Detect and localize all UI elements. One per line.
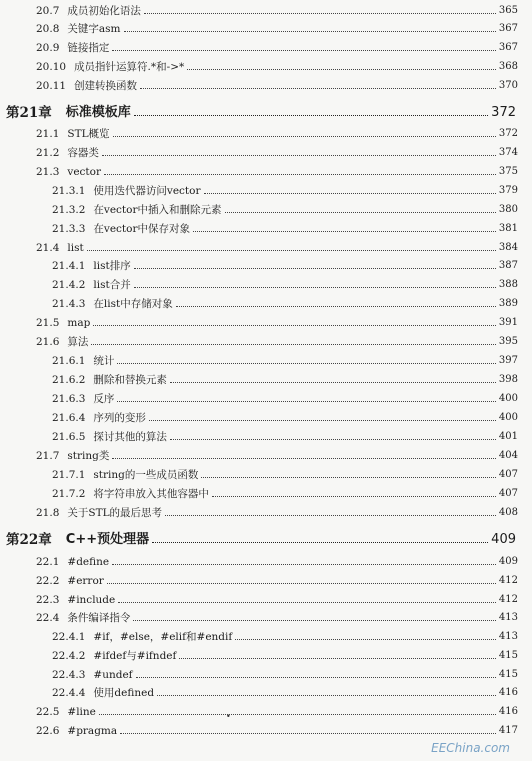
toc-entry-title: C++预处理器 [65,532,150,547]
toc-entry-title: 探讨其他的算法 [93,431,167,443]
toc-entry-number: 21.4.2 [52,279,86,291]
toc-entry [0,124,518,140]
toc-entry-page: 409 [498,556,518,567]
toc-entry-page: 397 [498,355,518,366]
toc-entry [0,1,518,17]
toc-entry-number: 22.2 [36,575,60,587]
toc-entry [0,427,518,443]
toc-entry-number: 22.4.2 [52,650,86,662]
toc-entry-title: 在vector中插入和删除元素 [93,204,222,216]
dot-leader [144,12,496,14]
toc-entry-page: 416 [498,706,518,717]
toc-entry [0,181,518,197]
toc-entry-title: string类 [67,450,110,462]
toc-entry-number: 21.6.2 [52,374,86,386]
toc-entry-page: 416 [498,687,518,698]
toc-entry-title: #pragma [67,725,118,737]
toc-entry-number: 22.5 [36,706,60,718]
toc-entry-title: map [67,317,91,329]
dot-leader [112,49,496,51]
toc-entry-number: 21.6.1 [52,355,86,367]
toc-entry-number: 21.6 [36,336,60,348]
toc-entry [0,200,518,216]
toc-entry-page: 413 [498,631,518,642]
toc-entry-page: 415 [498,650,518,661]
toc-entry-number: 20.7 [36,5,60,17]
dot-leader [87,249,496,251]
dot-leader [133,619,496,621]
toc-entry-number: 22.6 [36,725,60,737]
toc-entry-title: 反序 [93,393,115,405]
dot-leader [113,135,496,137]
toc-entry-page: 387 [498,260,518,271]
dot-leader [134,267,496,269]
toc-entry-number: 20.11 [36,80,67,92]
dot-leader [176,305,496,307]
dot-leader [134,286,496,288]
toc-entry-number: 21.3 [36,166,60,178]
toc-entry-number: 20.8 [36,23,60,35]
toc-entry-title: #ifdef与#ifndef [93,650,177,662]
toc-entry-title: 算法 [67,336,89,348]
toc-entry-title: #if，#else，#elif和#endif [93,631,233,643]
toc-entry-number: 21.7.1 [52,469,86,481]
toc-entry [0,219,518,235]
toc-entry [0,76,518,92]
dot-leader [104,173,496,175]
toc-entry-title: 统计 [93,355,115,367]
toc-entry-page: 398 [498,374,518,385]
toc-entry-title: 将字符串放入其他容器中 [93,488,209,500]
toc-entry-number: 21.8 [36,507,60,519]
toc-entry-number: 21.7.2 [52,488,86,500]
toc-entry-title: 成员指针运算符.*和->* [74,61,185,73]
toc-entry-page: 391 [498,317,518,328]
toc-entry-title: 序列的变形 [93,412,146,424]
toc-entry [0,484,518,500]
dot-leader [193,230,496,232]
toc-entry [0,313,518,329]
dot-leader [112,563,496,565]
dot-leader [152,541,488,543]
toc-entry [0,646,518,662]
toc-entry-title: vector [67,166,101,178]
dot-leader [170,381,496,383]
dot-leader [107,582,496,584]
toc-entry-page: 395 [498,336,518,347]
toc-entry-page: 388 [498,279,518,290]
toc-entry-page: 372 [498,128,518,139]
dot-leader [170,438,496,440]
toc-entry [0,608,518,624]
dot-leader [117,362,496,364]
toc-entry [0,332,518,348]
toc-entry-page: 417 [498,725,518,736]
toc-entry-number: 21.3.3 [52,223,86,235]
dot-leader [93,324,496,326]
toc-entry [0,19,518,35]
toc-entry-title: list [67,242,84,254]
toc-entry-page: 407 [498,488,518,499]
toc-entry-page: 375 [498,166,518,177]
toc-entry-title: 链接指定 [67,42,110,54]
toc-entry [0,627,518,643]
toc-entry-title: #undef [93,669,133,681]
toc-entry-title: #error [67,575,104,587]
toc-entry-number: 21.6.5 [52,431,86,443]
toc-entry-number: 21.1 [36,128,60,140]
toc-entry-page: 400 [498,393,518,404]
watermark: EEChina.com [431,741,510,755]
toc-entry-title: #include [67,594,116,606]
dot-leader [134,114,488,116]
toc-entry-number: 21.3.2 [52,204,86,216]
toc-entry-page: 389 [498,298,518,309]
toc-entry [0,552,518,568]
toc-entry-title: string的一些成员函数 [93,469,199,481]
toc-entry-title: 标准模板库 [65,105,131,120]
toc-entry-title: list排序 [93,260,131,272]
toc-entry-number: 21.2 [36,147,60,159]
toc-chapter-entry [0,99,516,119]
toc-entry [0,702,518,718]
toc-entry-page: 409 [491,532,516,547]
toc-entry-page: 407 [498,469,518,480]
toc-entry-page: 408 [498,507,518,518]
toc-entry-title: 容器类 [67,147,99,159]
toc-entry-title: 关于STL的最后思考 [67,507,163,519]
toc-entry-number: 22.3 [36,594,60,606]
dot-leader [165,514,496,516]
toc-entry-title: STL概览 [67,128,110,140]
toc-entry [0,665,518,681]
dot-leader [201,476,496,478]
toc-entry-title: 在list中存储对象 [93,298,173,310]
toc-entry-page: 413 [498,612,518,623]
toc-entry-number: 21.6.3 [52,393,86,405]
toc-entry [0,370,518,386]
dot-leader [118,601,496,603]
toc-entry-title: #define [67,556,110,568]
toc-entry [0,351,518,367]
toc-entry [0,57,518,73]
toc-entry-page: 380 [498,204,518,215]
toc-entry [0,143,518,159]
toc-entry [0,446,518,462]
toc-chapter-entry [0,526,516,546]
toc-entry-number: 21.6.4 [52,412,86,424]
toc-entry-number: 21.3.1 [52,185,86,197]
toc-entry [0,389,518,405]
toc-entry-title: 创建转换函数 [74,80,138,92]
dot-leader [204,192,496,194]
toc-entry-number: 22.4.1 [52,631,86,643]
dot-leader [124,30,496,32]
toc-entry-title: 使用迭代器访问vector [93,185,201,197]
toc-entry-page: 368 [498,61,518,72]
toc-entry [0,38,518,54]
toc-entry-number: 21.4 [36,242,60,254]
dot-leader [136,676,496,678]
toc-entry-number: 21.4.1 [52,260,86,272]
toc-entry-number: 第22章 [6,532,52,548]
toc-entry-page: 404 [498,450,518,461]
toc-entry-title: 删除和替换元素 [93,374,167,386]
toc-entry [0,275,518,291]
stray-mark: • [226,712,231,721]
toc-entry-page: 379 [498,185,518,196]
dot-leader [212,495,496,497]
toc-entry-number: 22.1 [36,556,60,568]
toc-entry-title: #line [67,706,96,718]
toc-entry-title: 关键字asm [67,23,121,35]
dot-leader [235,638,496,640]
toc-entry-page: 412 [498,594,518,605]
toc-entry-number: 第21章 [6,105,52,121]
dot-leader [179,657,496,659]
toc-entry [0,465,518,481]
toc-entry-page: 367 [498,23,518,34]
toc-entry [0,590,518,606]
toc-entry-page: 415 [498,669,518,680]
toc-entry-page: 372 [491,105,516,120]
dot-leader [225,211,496,213]
toc-entry-page: 381 [498,223,518,234]
dot-leader [120,732,496,734]
dot-leader [117,400,496,402]
toc-entry-page: 412 [498,575,518,586]
toc-entry-number: 21.4.3 [52,298,86,310]
dot-leader [149,419,496,421]
toc-entry-page: 365 [498,5,518,16]
toc-entry-title: 在vector中保存对象 [93,223,190,235]
toc-entry [0,683,518,699]
toc-entry-number: 21.5 [36,317,60,329]
toc-entry-number: 21.7 [36,450,60,462]
toc-entry-number: 22.4 [36,612,60,624]
toc-entry-title: 成员初始化语法 [67,5,141,17]
toc-entry [0,503,518,519]
toc-entry-number: 22.4.3 [52,669,86,681]
dot-leader [112,457,496,459]
toc-entry [0,294,518,310]
toc-entry-page: 384 [498,242,518,253]
toc-entry-title: 条件编译指令 [67,612,131,624]
toc-entry-page: 370 [498,80,518,91]
toc-entry-page: 367 [498,42,518,53]
toc-entry [0,238,518,254]
toc-entry-number: 20.10 [36,61,67,73]
toc-entry [0,256,518,272]
dot-leader [157,694,496,696]
toc-entry-page: 400 [498,412,518,423]
toc-entry-page: 401 [498,431,518,442]
toc-entry-number: 22.4.4 [52,687,86,699]
toc-entry [0,408,518,424]
dot-leader [99,713,496,715]
toc-entry-page: 374 [498,147,518,158]
dot-leader [140,87,496,89]
dot-leader [91,343,496,345]
dot-leader [102,154,496,156]
toc-entry-title: 使用defined [93,687,155,699]
toc-entry-number: 20.9 [36,42,60,54]
dot-leader [187,68,496,70]
toc-entry [0,721,518,737]
toc-entry [0,162,518,178]
toc-entry-title: list合并 [93,279,131,291]
toc-entry [0,571,518,587]
